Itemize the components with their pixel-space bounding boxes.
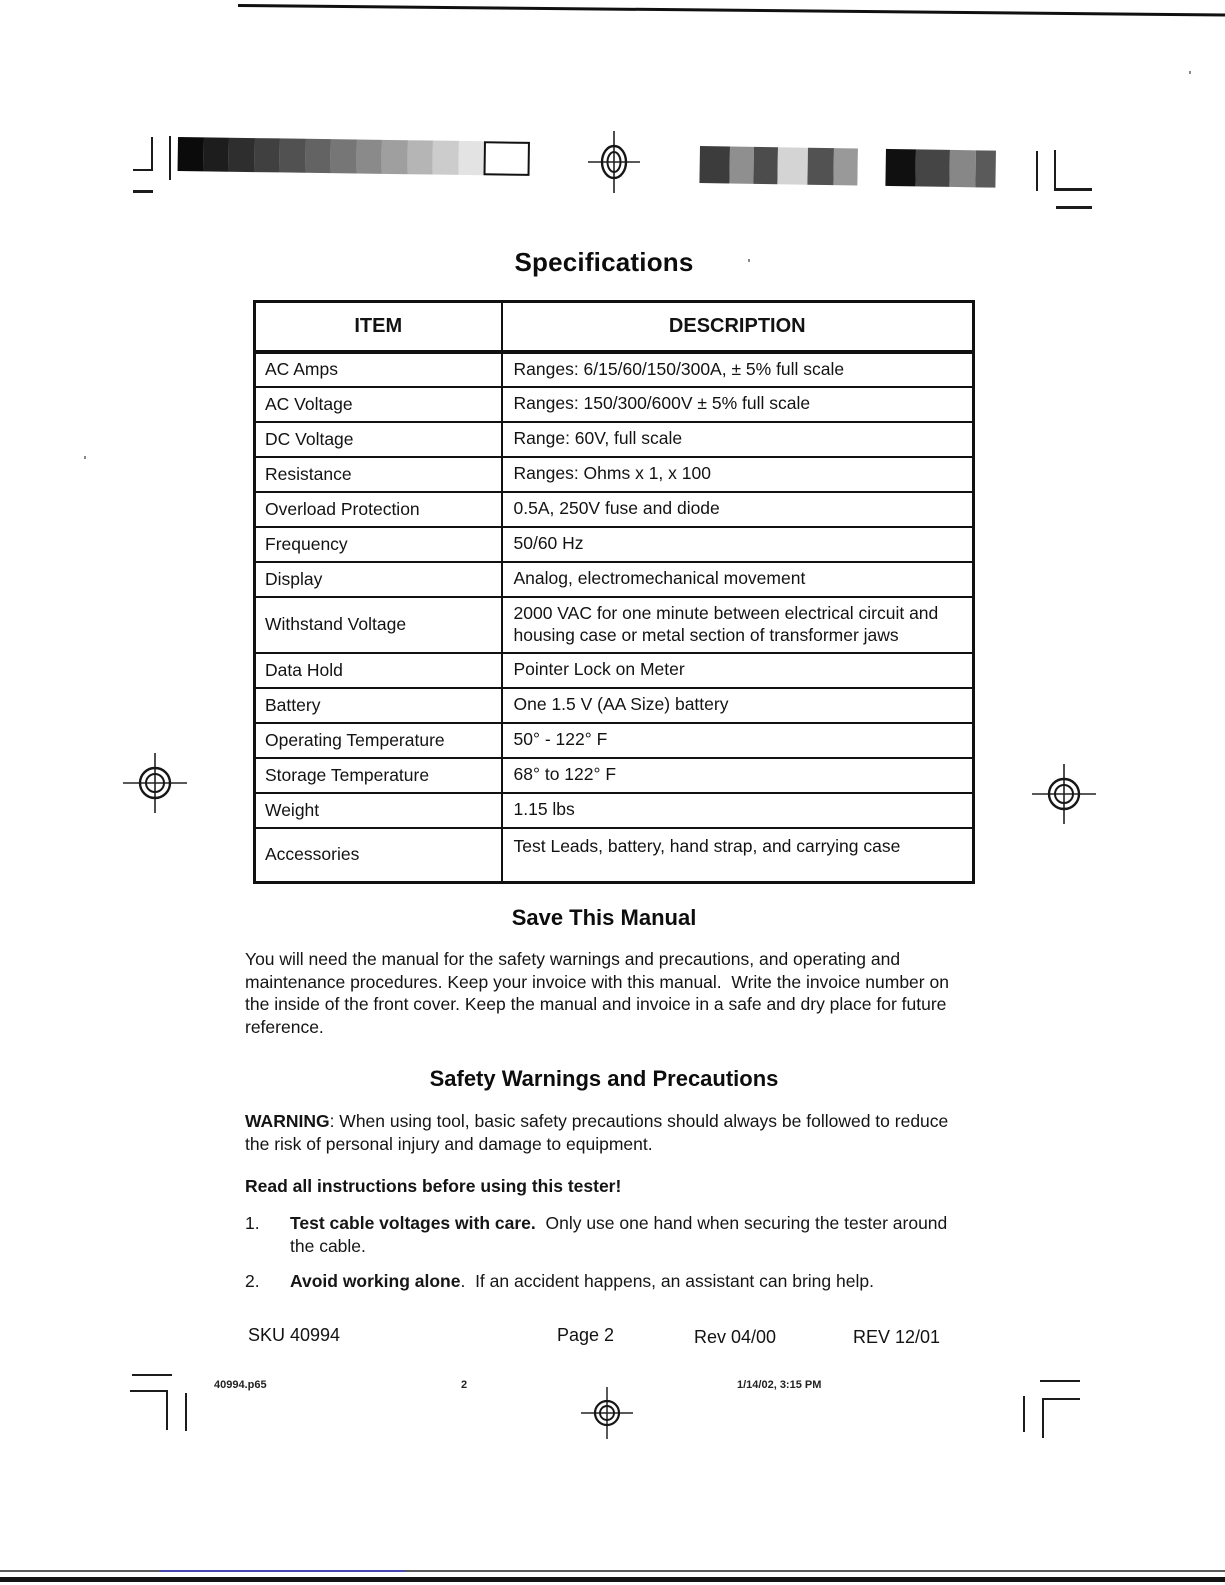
list-number: 1. [245,1213,260,1233]
calibration-patch [833,148,858,185]
footer-sku: SKU 40994 [248,1325,341,1345]
column-header-item: ITEM [255,302,502,352]
calibration-patch [483,141,529,176]
footer-rev-b: REV 12/01 [853,1327,941,1347]
calibration-patch-bar [699,146,996,188]
description-cell: Pointer Lock on Meter [502,653,974,688]
calibration-patch [203,137,229,171]
table-header-row [255,302,974,352]
scan-edge-line-top [238,4,1225,17]
list-number: 2. [245,1271,260,1291]
table-row [255,758,974,793]
table-row [255,492,974,527]
description-cell: 50/60 Hz [502,527,974,562]
description-cell: Ranges: Ohms x 1, x 100 [502,457,974,492]
calibration-patch [331,139,357,173]
calibration-patch [458,141,484,175]
column-header-description: DESCRIPTION [502,302,974,352]
description-cell: Ranges: 6/15/60/150/300A, ± 5% full scale [502,352,974,387]
calibration-patch [305,139,331,173]
calibration-patch [885,149,916,186]
grayscale-gradient-bar [178,137,530,176]
registration-target-icon [1032,762,1096,826]
calibration-patch [280,138,306,172]
crop-mark [166,1390,168,1430]
table-row [255,562,974,597]
description-cell: 0.5A, 250V fuse and diode [502,492,974,527]
calibration-patch [433,141,459,175]
spec-table-container [253,300,975,884]
calibration-patch [699,146,730,183]
warning-label: WARNING [245,1111,330,1131]
table-row [255,527,974,562]
warning-text: : When using tool, basic safety precautions should always be followed to reduce the risk of personal injury and damage to equipment. [245,1111,949,1154]
crop-mark [1056,206,1092,209]
item-cell: Storage Temperature [255,758,502,793]
description-cell: 50° - 122° F [502,723,974,758]
registration-target-icon [123,751,187,815]
crop-mark [1054,150,1056,190]
print-filename: 40994.p65 [214,1379,267,1391]
item-cell: Withstand Voltage [255,597,502,653]
calibration-patch [178,137,204,171]
crop-mark [185,1393,187,1431]
item-cell: Overload Protection [255,492,502,527]
item-cell: Resistance [255,457,502,492]
calibration-patch [229,138,255,172]
description-cell: 68° to 122° F [502,758,974,793]
calibration-patch [915,149,950,187]
item-cell: Accessories [255,828,502,883]
calibration-patch [753,147,778,184]
item-cell: AC Amps [255,352,502,387]
registration-target-icon [581,1387,633,1439]
item-cell: Display [255,562,502,597]
list-item [245,1212,962,1257]
crop-mark [169,136,171,180]
table-row [255,653,974,688]
list-item-text: Test cable voltages with care. Only use one hand when securing the tester around the cable. [290,1213,948,1256]
description-cell: Test Leads, battery, hand strap, and carrying case [502,828,974,883]
scan-speck [84,456,86,459]
item-cell: Data Hold [255,653,502,688]
calibration-patch [407,140,433,174]
footer-page-number: Page 2 [557,1325,615,1345]
crop-mark [1042,1398,1080,1400]
table-row [255,387,974,422]
crop-mark [1036,151,1038,191]
crop-mark [1040,1380,1080,1382]
table-row [255,352,974,387]
crop-mark [1042,1398,1044,1438]
table-row [255,597,974,653]
item-cell: Operating Temperature [255,723,502,758]
description-cell: One 1.5 V (AA Size) battery [502,688,974,723]
print-timestamp: 1/14/02, 3:15 PM [737,1379,822,1391]
safety-warnings-heading: Safety Warnings and Precautions [429,1066,779,1091]
table-row [255,422,974,457]
registration-target-icon [588,131,640,193]
crop-mark [133,169,153,171]
calibration-patch [807,148,834,185]
warning-paragraph [245,1110,962,1155]
calibration-patch [356,139,382,173]
save-this-manual-heading: Save This Manual [511,905,697,930]
table-row [255,793,974,828]
list-item-text: Avoid working alone. If an accident happens, an assistant can bring help. [290,1271,874,1291]
scan-edge-line-bottom-blue-tint [160,1570,405,1572]
crop-mark [1023,1396,1025,1432]
footer-rev-a: Rev 04/00 [694,1327,777,1347]
crop-mark [133,190,153,193]
table-row [255,723,974,758]
calibration-patch [382,140,408,174]
description-cell: Analog, electromechanical movement [502,562,974,597]
scan-edge-line-bottom-thick [0,1577,1225,1582]
calibration-patch [254,138,280,172]
table-row [255,828,974,883]
description-cell: Ranges: 150/300/600V ± 5% full scale [502,387,974,422]
read-all-instructions-line: Read all instructions before using this tester! [245,1176,622,1196]
calibration-patch [777,147,808,184]
item-cell: DC Voltage [255,422,502,457]
spec-table [253,300,975,884]
list-item [245,1270,962,1293]
crop-mark [130,1390,168,1392]
item-cell: Weight [255,793,502,828]
table-row [255,457,974,492]
crop-mark [1054,188,1092,191]
description-cell: Range: 60V, full scale [502,422,974,457]
crop-mark [132,1374,172,1376]
page-title: Specifications [514,247,694,277]
calibration-patch [975,150,996,187]
item-cell: Frequency [255,527,502,562]
table-row [255,688,974,723]
item-cell: AC Voltage [255,387,502,422]
description-cell: 1.15 lbs [502,793,974,828]
print-page-number: 2 [461,1379,468,1391]
calibration-patch [857,148,886,185]
item-cell: Battery [255,688,502,723]
crop-mark [151,137,153,171]
calibration-patch [729,146,754,183]
description-cell: 2000 VAC for one minute between electrical circuit and housing case or metal section of transformer jaws [502,597,974,653]
save-this-manual-paragraph: You will need the manual for the safety warnings and precautions, and operating and maintenance procedures. Keep your invoice with this manual. Write the invoice number on the inside of the front cover. Keep the manual and invoice in a safe and dry place for future reference. [245,949,949,1037]
calibration-patch [949,150,976,187]
scan-speck [1189,71,1191,74]
